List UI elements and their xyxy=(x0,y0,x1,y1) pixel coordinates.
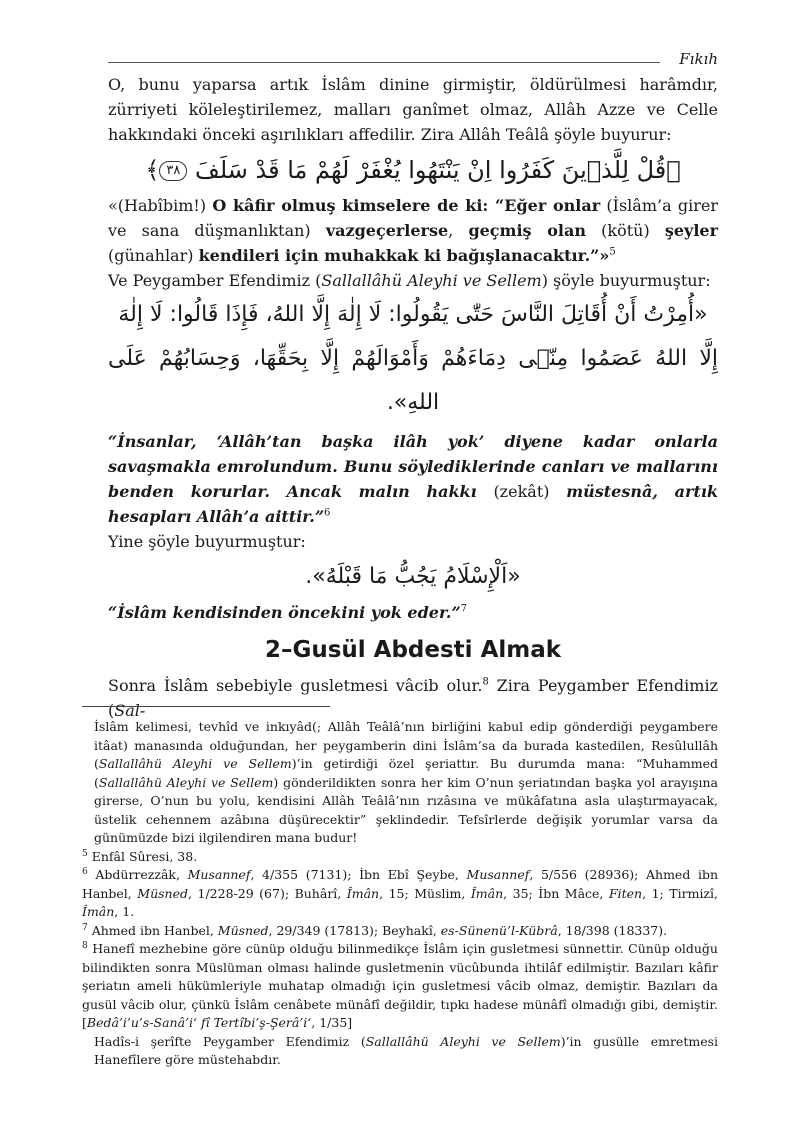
paragraph-4: Sonra İslâm sebebiyle gusletmesi vâcib olur.$^8$ Zira Peygamber Efendimiz (Sal- xyxy=(108,676,719,720)
hadith-2-translation: “İslâm kendisinden öncekini yok eder.”$^7$ xyxy=(108,603,468,622)
footnotes xyxy=(82,718,718,1070)
verse-translation: «(Habîbim!) O kâfir olmuş kimselere de ki: “Eğer onlar (İslâm’a girer ve sana düşmanlıktan) vazgeçerlerse, geçmiş olan (kötü) şeyler (günahlar) kendileri için muhakkak ki bağışlanacaktır.”»$^5$ xyxy=(108,196,719,265)
paragraph-2: Ve Peygamber Efendimiz (Sallallâhü Aleyhi ve Sellem) şöyle buyurmuştur: xyxy=(108,271,711,290)
footnote-ref-6[interactable]: 6 xyxy=(324,507,331,519)
main-text xyxy=(108,72,718,723)
header-rule xyxy=(108,62,660,63)
footnote-ref-5[interactable]: 5 xyxy=(609,246,616,258)
hadith-1-arabic xyxy=(108,293,718,425)
footnote-7: $^7$ Ahmed ibn Hanbel, Müsned, 29/349 (17813); Beyhakî, es-Sünenü’l-Kübrâ, 18/398 (18337). xyxy=(82,922,668,938)
quran-verse xyxy=(108,147,718,193)
paragraph-3: Yine şöyle buyurmuştur: xyxy=(108,532,306,551)
footnote-continued: İslâm kelimesi, tevhîd ve inkıyâd(; Allâh Teâlâ’nın birliğini kabul edip gönderdiği peygambere itâat) manasında olduğundan, her peygamberin dini İslâm’sa da burada kastedilen, Resûlullâh (Sallallâhü Aleyhi ve Sellem)’in getirdiği özel şeriattır. Bu durumda mana: “Muhammed (Sallallâhü Aleyhi ve Sellem) gönderildikten sonra her kim O’nun şeriatından başka yol arayışına girerse, O’nun bu yolu, kendisini Allâh Teâlâ’nın rızâsına ve mükâfatına asla ulaştırmayacak, üstelik cehennem azâbına düşürecektir” şeklindedir. Tefsîrlerde değişik yorumlar varsa da günümüzde bizi ilgilendiren mana budur! xyxy=(94,719,719,845)
hadith-2-arabic: «اَلْإِسْلَامُ يَجُبُّ مَا قَبْلَهُ». xyxy=(305,564,521,589)
verse-number-mark: ٣٨ xyxy=(159,161,187,181)
footnote-rule xyxy=(82,706,330,707)
section-title: 2–Gusül Abdesti Almak xyxy=(264,637,562,663)
footnote-ref-8[interactable]: 8 xyxy=(482,676,489,688)
footnote-6: $^6$ Abdürrezzâk, Musannef, 4/355 (7131); İbn Ebî Şeybe, Musannef, 5/556 (28936); Ahmed ibn Hanbel, Müsned, 1/228-29 (67); Buhârî, Îmân, 15; Müslim, Îmân, 35; İbn Mâce, Fiten, 1; Tirmizî, Îmân, 1. xyxy=(82,866,719,919)
footnote-8-continued: Hadîs-i şerîfte Peygamber Efendimiz (Sallallâhü Aleyhi ve Sellem)’in gusülle emretmesi Hanefîlere göre müstehabdır. xyxy=(94,1033,719,1067)
verse-close-bracket: ﴾ xyxy=(145,156,160,184)
header-title: Fıkıh xyxy=(679,50,718,68)
hadith-1-translation: “İnsanlar, ‘Allâh’tan başka ilâh yok’ diyene kadar onlarla savaşmakla emrolundum. Bunu söylediklerinde canları ve mallarını benden korurlar. Ancak malın hakkı (zekât) müstesnâ, artık hesapları Allâh’a aittir.”$^6$ xyxy=(108,432,719,526)
verse-text: ﴿قُلْ لِلَّذٖينَ كَفَرُوا اِنْ يَنْتَهُوا يُغْفَرْ لَهُمْ مَا قَدْ سَلَفَ xyxy=(194,156,681,184)
hadith-1-line-1: «أُمِرْتُ أَنْ أُقَاتِلَ النَّاسَ حَتّٰى يَقُولُوا: لَا إِلٰهَ إِلَّا اللهُ، فَإِذَا قَالُوا: لَا إِلٰهَ xyxy=(118,302,708,327)
hadith-1-line-2: إِلَّا اللهُ عَصَمُوا مِنّٖى دِمَاءَهُمْ وَأَمْوَالَهُمْ إِلَّا بِحَقِّهَا، وَحِسَابُهُمْ عَلَى اللهِ». xyxy=(108,346,718,415)
paragraph-1: O, bunu yaparsa artık İslâm dinine girmiştir, öldürülmesi harâmdır, zürriyeti köleleştirilemez, malları ganîmet olmaz, Allâh Azze ve Celle hakkındaki önceki aşırılıkları affedilir. Zira Allâh Teâlâ şöyle buyurur: xyxy=(108,75,718,144)
footnote-8: $^8$ Hanefî mezhebine göre cünüp olduğu bilinmedikçe İslâm için gusletmesi sünnettir. Cünüp olduğu bilindikten sonra Müslüman olması halinde gusletmenin vücûbunda ihtilâf edilmiştir. Bazıları kâfir şeriatın ameli hükümleriyle muhatap olmadığı için gusletmesi vâcib olmaz, demiştir. Bazıları da gusül vâcib olur, çünkü İslâm cenâbete münâfî değildir, tıpkı hadese münâfî olmadığı gibi, demiştir. [Bedâ’i’u’s-Sanâ’i‘ fî Tertîbi’ş-Şerâ’i‘, 1/35] xyxy=(82,940,718,1030)
running-header xyxy=(108,44,718,68)
footnote-ref-7[interactable]: 7 xyxy=(460,603,468,615)
footnote-5: $^5$ Enfâl Sûresi, 38. xyxy=(82,848,198,864)
